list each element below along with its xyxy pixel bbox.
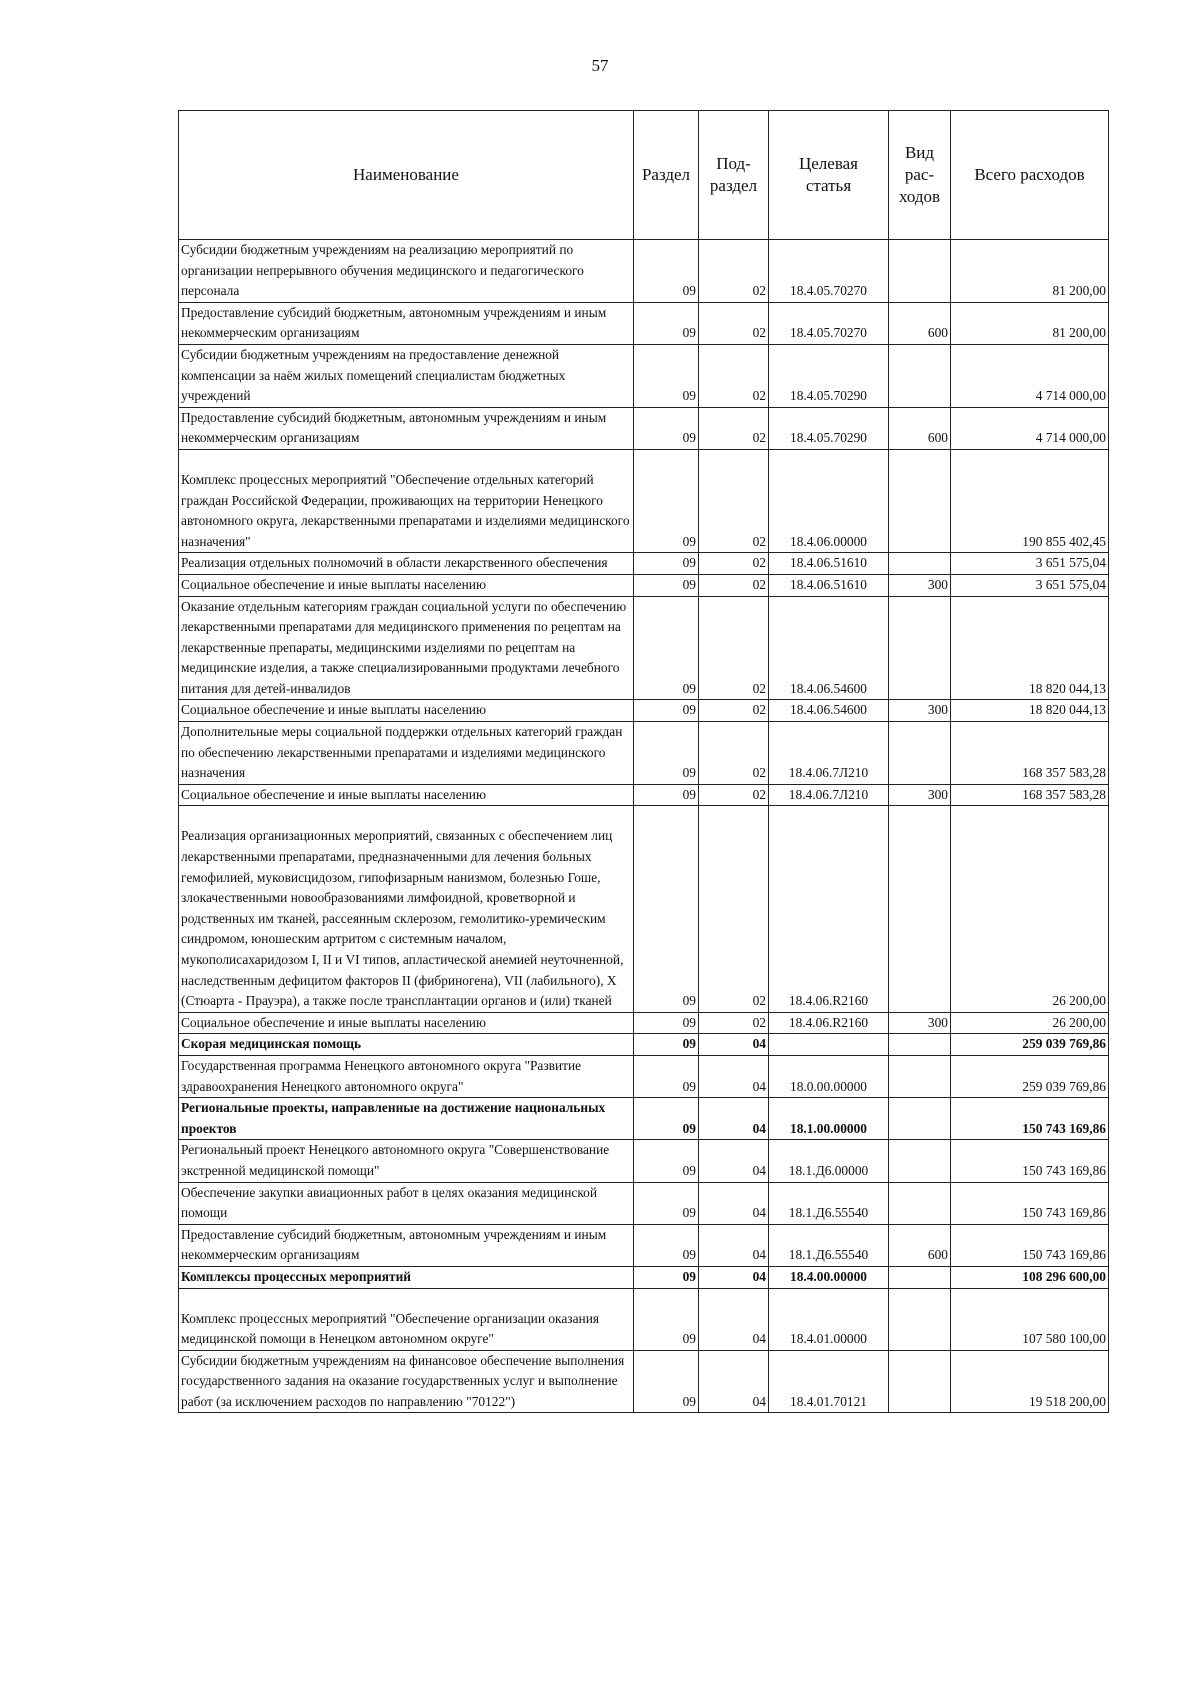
cell-celevaya: 18.4.05.70290 — [769, 407, 889, 449]
cell-total: 150 743 169,86 — [951, 1140, 1109, 1182]
cell-podrazdel: 02 — [699, 240, 769, 303]
cell-total: 81 200,00 — [951, 240, 1109, 303]
cell-celevaya: 18.0.00.00000 — [769, 1055, 889, 1097]
header-vid — [889, 111, 951, 240]
cell-razdel: 09 — [634, 700, 699, 722]
cell-name: Реализация отдельных полномочий в области лекарственного обеспечения — [179, 553, 634, 575]
table-row — [179, 1098, 1109, 1140]
cell-name: Комплекс процессных мероприятий "Обеспечение организации оказания медицинской помощи в Ненецком автономном округе" — [179, 1288, 634, 1350]
header-celevaya-text: Целевая статья — [798, 154, 859, 195]
cell-razdel: 09 — [634, 407, 699, 449]
cell-vid — [889, 722, 951, 785]
cell-podrazdel: 02 — [699, 806, 769, 1012]
cell-razdel: 09 — [634, 1012, 699, 1034]
cell-name: Предоставление субсидий бюджетным, автономным учреждениям и иным некоммерческим организациям — [179, 302, 634, 344]
cell-celevaya: 18.4.06.54600 — [769, 700, 889, 722]
cell-celevaya: 18.4.05.70290 — [769, 344, 889, 407]
cell-total: 259 039 769,86 — [951, 1055, 1109, 1097]
cell-vid — [889, 596, 951, 700]
cell-total: 81 200,00 — [951, 302, 1109, 344]
cell-total: 150 743 169,86 — [951, 1224, 1109, 1266]
header-podrazdel-text: Под- раздел — [709, 154, 758, 195]
cell-name: Субсидии бюджетным учреждениям на реализацию мероприятий по организации непрерывного обучения медицинского и педагогического персонала — [179, 240, 634, 303]
cell-vid — [889, 449, 951, 552]
table-row — [179, 1224, 1109, 1266]
table-body — [179, 240, 1109, 1413]
table-row — [179, 449, 1109, 552]
cell-total: 18 820 044,13 — [951, 596, 1109, 700]
cell-name: Субсидии бюджетным учреждениям на финансовое обеспечение выполнения государственного задания на оказание государственных услуг и выполнение работ (за исключением расходов по направлению "70122") — [179, 1350, 634, 1413]
cell-name: Региональные проекты, направленные на достижение национальных проектов — [179, 1098, 634, 1140]
cell-podrazdel: 04 — [699, 1098, 769, 1140]
cell-celevaya: 18.4.06.54600 — [769, 596, 889, 700]
cell-name: Предоставление субсидий бюджетным, автономным учреждениям и иным некоммерческим организациям — [179, 407, 634, 449]
cell-podrazdel: 02 — [699, 784, 769, 806]
cell-podrazdel: 04 — [699, 1140, 769, 1182]
cell-total: 190 855 402,45 — [951, 449, 1109, 552]
cell-vid — [889, 344, 951, 407]
cell-podrazdel: 04 — [699, 1266, 769, 1288]
cell-vid: 600 — [889, 302, 951, 344]
cell-podrazdel: 02 — [699, 553, 769, 575]
cell-podrazdel: 04 — [699, 1182, 769, 1224]
cell-podrazdel: 02 — [699, 596, 769, 700]
cell-name: Комплекс процессных мероприятий "Обеспечение отдельных категорий граждан Российской Федерации, проживающих на территории Ненецкого автономного округа, лекарственными препаратами и изделиями медицинского назначения" — [179, 449, 634, 552]
cell-name: Оказание отдельным категориям граждан социальной услуги по обеспечению лекарственными препаратами для медицинского применения по рецептам на лекарственные препараты, медицинскими изделиями по рецептам на медицинские изделия, а также специализированными продуктами лечебного питания для детей-инвалидов — [179, 596, 634, 700]
cell-name: Дополнительные меры социальной поддержки отдельных категорий граждан по обеспечению лекарственными препаратами и изделиями медицинского назначения — [179, 722, 634, 785]
cell-razdel: 09 — [634, 1288, 699, 1350]
cell-razdel: 09 — [634, 240, 699, 303]
cell-celevaya: 18.4.01.70121 — [769, 1350, 889, 1413]
cell-name: Реализация организационных мероприятий, связанных с обеспечением лиц лекарственными препаратами, предназначенными для лечения больных гемофилией, муковисцидозом, гипофизарным нанизмом, болезнью Гоше, злокачественными новообразованиями лимфоидной, кроветворной и родственных им тканей, рассеянным склерозом, гемолитико-уремическим синдромом, юношеским артритом с системным началом, мукополисахаридозом I, II и VI типов, апластической анемией неуточненной, наследственным дефицитом факторов II (фибриногена), VII (лабильного), X (Стюарта - Прауэра), а также после трансплантации органов и (или) тканей — [179, 806, 634, 1012]
cell-celevaya: 18.4.05.70270 — [769, 240, 889, 303]
cell-name: Социальное обеспечение и иные выплаты населению — [179, 700, 634, 722]
cell-total: 19 518 200,00 — [951, 1350, 1109, 1413]
cell-total: 18 820 044,13 — [951, 700, 1109, 722]
cell-celevaya — [769, 1034, 889, 1056]
cell-total: 168 357 583,28 — [951, 722, 1109, 785]
cell-name: Обеспечение закупки авиационных работ в целях оказания медицинской помощи — [179, 1182, 634, 1224]
cell-total: 4 714 000,00 — [951, 344, 1109, 407]
table-row — [179, 784, 1109, 806]
header-podrazdel — [699, 111, 769, 240]
table-row — [179, 553, 1109, 575]
table-row — [179, 1350, 1109, 1413]
budget-table — [178, 110, 1109, 1413]
table-header — [179, 111, 1109, 240]
cell-razdel: 09 — [634, 722, 699, 785]
cell-celevaya: 18.1.Д6.55540 — [769, 1182, 889, 1224]
cell-vid — [889, 1055, 951, 1097]
cell-razdel: 09 — [634, 784, 699, 806]
cell-podrazdel: 04 — [699, 1055, 769, 1097]
cell-name: Государственная программа Ненецкого автономного округа "Развитие здравоохранения Ненецкого автономного округа" — [179, 1055, 634, 1097]
cell-razdel: 09 — [634, 1182, 699, 1224]
cell-podrazdel: 04 — [699, 1034, 769, 1056]
table-row — [179, 1182, 1109, 1224]
table-row — [179, 574, 1109, 596]
cell-celevaya: 18.1.00.00000 — [769, 1098, 889, 1140]
table-row — [179, 1034, 1109, 1056]
cell-podrazdel: 02 — [699, 722, 769, 785]
cell-name: Комплексы процессных мероприятий — [179, 1266, 634, 1288]
cell-razdel: 09 — [634, 596, 699, 700]
header-celevaya — [769, 111, 889, 240]
cell-vid — [889, 1288, 951, 1350]
header-vid-text: Вид рас- ходов — [898, 143, 941, 206]
cell-podrazdel: 02 — [699, 449, 769, 552]
cell-celevaya: 18.1.Д6.00000 — [769, 1140, 889, 1182]
table-row — [179, 344, 1109, 407]
cell-vid — [889, 1182, 951, 1224]
cell-name: Субсидии бюджетным учреждениям на предоставление денежной компенсации за наём жилых помещений специалистам бюджетных учреждений — [179, 344, 634, 407]
cell-celevaya: 18.4.06.51610 — [769, 553, 889, 575]
table-row — [179, 302, 1109, 344]
table-row — [179, 1012, 1109, 1034]
cell-podrazdel: 02 — [699, 574, 769, 596]
cell-celevaya: 18.4.06.00000 — [769, 449, 889, 552]
cell-razdel: 09 — [634, 1034, 699, 1056]
cell-razdel: 09 — [634, 1350, 699, 1413]
cell-razdel: 09 — [634, 1224, 699, 1266]
cell-razdel: 09 — [634, 302, 699, 344]
cell-vid — [889, 1266, 951, 1288]
cell-total: 107 580 100,00 — [951, 1288, 1109, 1350]
cell-celevaya: 18.1.Д6.55540 — [769, 1224, 889, 1266]
header-name: Наименование — [179, 111, 634, 240]
table-row — [179, 700, 1109, 722]
table-row — [179, 722, 1109, 785]
cell-razdel: 09 — [634, 1140, 699, 1182]
cell-vid: 600 — [889, 407, 951, 449]
cell-celevaya: 18.4.06.R2160 — [769, 1012, 889, 1034]
cell-podrazdel: 04 — [699, 1350, 769, 1413]
cell-vid — [889, 1034, 951, 1056]
cell-total: 3 651 575,04 — [951, 574, 1109, 596]
cell-celevaya: 18.4.06.7Л210 — [769, 722, 889, 785]
cell-razdel: 09 — [634, 449, 699, 552]
cell-podrazdel: 04 — [699, 1224, 769, 1266]
cell-podrazdel: 02 — [699, 700, 769, 722]
cell-total: 26 200,00 — [951, 1012, 1109, 1034]
cell-razdel: 09 — [634, 1098, 699, 1140]
cell-total: 4 714 000,00 — [951, 407, 1109, 449]
cell-name: Скорая медицинская помощь — [179, 1034, 634, 1056]
cell-razdel: 09 — [634, 1055, 699, 1097]
cell-vid — [889, 240, 951, 303]
cell-total: 108 296 600,00 — [951, 1266, 1109, 1288]
cell-vid: 600 — [889, 1224, 951, 1266]
cell-podrazdel: 02 — [699, 1012, 769, 1034]
cell-vid — [889, 1098, 951, 1140]
cell-name: Социальное обеспечение и иные выплаты населению — [179, 784, 634, 806]
cell-total: 3 651 575,04 — [951, 553, 1109, 575]
cell-vid — [889, 1140, 951, 1182]
cell-celevaya: 18.4.00.00000 — [769, 1266, 889, 1288]
cell-razdel: 09 — [634, 574, 699, 596]
cell-vid: 300 — [889, 784, 951, 806]
cell-razdel: 09 — [634, 553, 699, 575]
header-razdel: Раздел — [634, 111, 699, 240]
cell-vid: 300 — [889, 1012, 951, 1034]
cell-podrazdel: 02 — [699, 302, 769, 344]
table-row — [179, 1140, 1109, 1182]
table-row — [179, 1288, 1109, 1350]
header-total: Всего расходов — [951, 111, 1109, 240]
cell-name: Региональный проект Ненецкого автономного округа "Совершенствование экстренной медицинской помощи" — [179, 1140, 634, 1182]
cell-podrazdel: 02 — [699, 344, 769, 407]
cell-vid: 300 — [889, 574, 951, 596]
cell-podrazdel: 02 — [699, 407, 769, 449]
cell-total: 26 200,00 — [951, 806, 1109, 1012]
table-row — [179, 1266, 1109, 1288]
table-row — [179, 596, 1109, 700]
cell-razdel: 09 — [634, 344, 699, 407]
cell-vid: 300 — [889, 700, 951, 722]
table-row — [179, 240, 1109, 303]
cell-total: 168 357 583,28 — [951, 784, 1109, 806]
table-row — [179, 1055, 1109, 1097]
cell-vid — [889, 1350, 951, 1413]
cell-name: Социальное обеспечение и иные выплаты населению — [179, 574, 634, 596]
cell-vid — [889, 806, 951, 1012]
cell-name: Социальное обеспечение и иные выплаты населению — [179, 1012, 634, 1034]
page-number: 57 — [591, 56, 609, 75]
cell-celevaya: 18.4.06.R2160 — [769, 806, 889, 1012]
table-row — [179, 806, 1109, 1012]
cell-total: 259 039 769,86 — [951, 1034, 1109, 1056]
table-row — [179, 407, 1109, 449]
cell-celevaya: 18.4.05.70270 — [769, 302, 889, 344]
cell-name: Предоставление субсидий бюджетным, автономным учреждениям и иным некоммерческим организациям — [179, 1224, 634, 1266]
cell-celevaya: 18.4.06.7Л210 — [769, 784, 889, 806]
cell-razdel: 09 — [634, 1266, 699, 1288]
cell-celevaya: 18.4.01.00000 — [769, 1288, 889, 1350]
cell-celevaya: 18.4.06.51610 — [769, 574, 889, 596]
cell-total: 150 743 169,86 — [951, 1182, 1109, 1224]
cell-razdel: 09 — [634, 806, 699, 1012]
cell-vid — [889, 553, 951, 575]
cell-podrazdel: 04 — [699, 1288, 769, 1350]
cell-total: 150 743 169,86 — [951, 1098, 1109, 1140]
